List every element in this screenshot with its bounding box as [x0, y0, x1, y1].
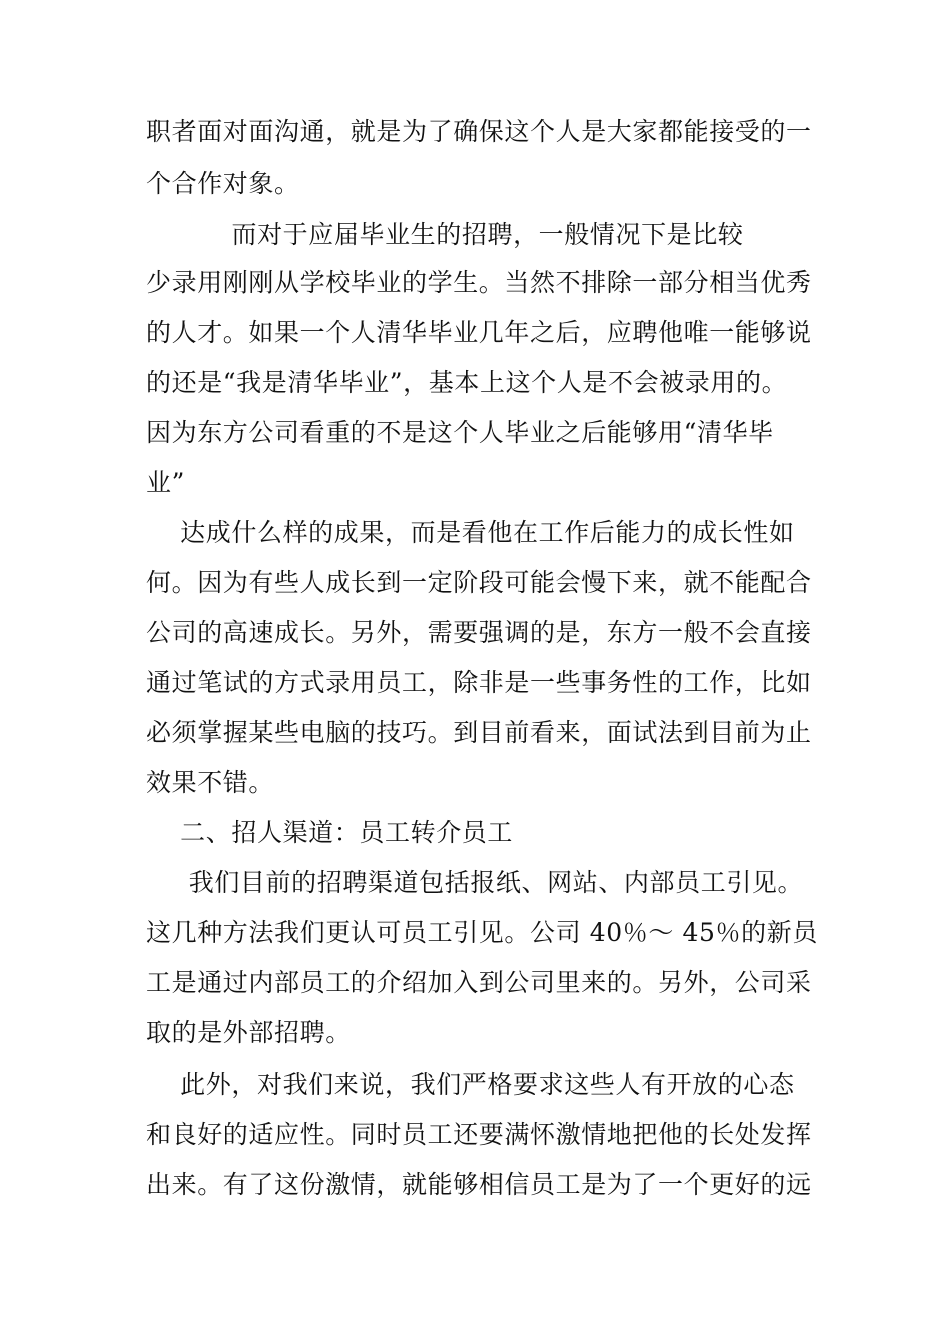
text-line: 必须掌握某些电脑的技巧。到目前看来，面试法到目前为止	[146, 718, 812, 747]
text-line: 职者面对面沟通，就是为了确保这个人是大家都能接受的一	[146, 117, 812, 146]
text-line: 这几种方法我们更认可员工引见。公司 40％～ 45％的新员	[146, 918, 818, 947]
text-line: 的还是“我是清华毕业”，基本上这个人是不会被录用的。	[146, 368, 788, 397]
text-line: 达成什么样的成果，而是看他在工作后能力的成长性如	[146, 518, 795, 547]
section-heading: 二、招人渠道：员工转介员工	[146, 818, 513, 847]
text-line: 和良好的适应性。同时员工还要满怀激情地把他的长处发挥	[146, 1120, 812, 1149]
text-line: 效果不错。	[146, 768, 275, 797]
text-line: 通过笔试的方式录用员工，除非是一些事务性的工作，比如	[146, 668, 812, 697]
text-line: 业”	[146, 468, 185, 497]
text-line: 公司的高速成长。另外，需要强调的是，东方一般不会直接	[146, 618, 812, 647]
text-line: 的人才。如果一个人清华毕业几年之后，应聘他唯一能够说	[146, 318, 812, 347]
text-line: 何。因为有些人成长到一定阶段可能会慢下来，就不能配合	[146, 568, 812, 597]
text-line: 而对于应届毕业生的招聘，一般情况下是比较	[146, 220, 744, 249]
text-line: 少录用刚刚从学校毕业的学生。当然不排除一部分相当优秀	[146, 268, 812, 297]
text-line: 我们目前的招聘渠道包括报纸、网站、内部员工引见。	[146, 868, 804, 897]
text-line: 因为东方公司看重的不是这个人毕业之后能够用“清华毕	[146, 418, 774, 447]
text-line: 出来。有了这份激情，就能够相信员工是为了一个更好的远	[146, 1170, 812, 1199]
text-line: 工是通过内部员工的介绍加入到公司里来的。另外，公司采	[146, 968, 812, 997]
text-line: 取的是外部招聘。	[146, 1018, 351, 1047]
text-line: 此外，对我们来说，我们严格要求这些人有开放的心态	[146, 1070, 795, 1099]
text-line: 个合作对象。	[146, 169, 300, 198]
